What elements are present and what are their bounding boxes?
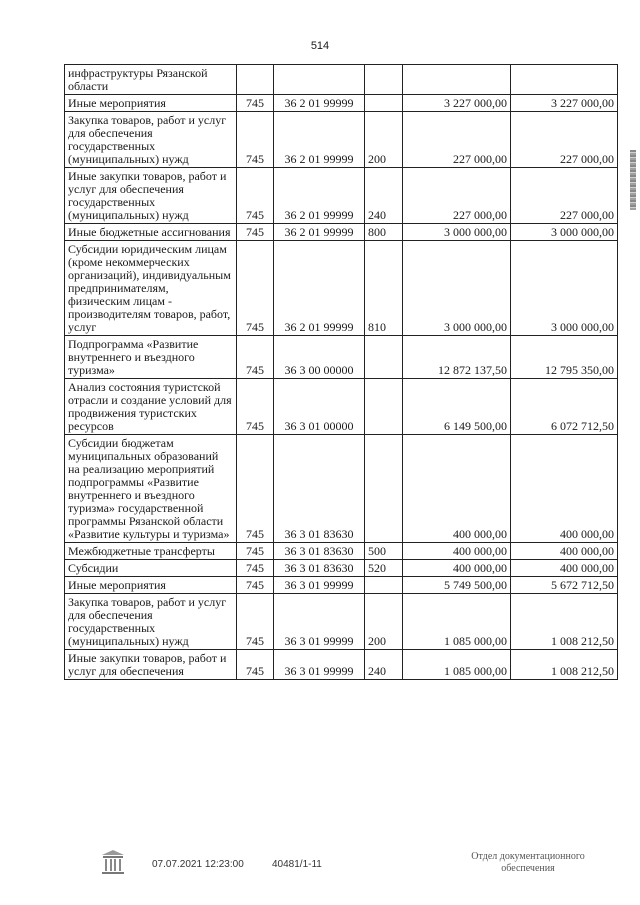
budget-table <box>64 64 618 680</box>
row-csr-code: 36 2 01 99999 <box>274 241 365 336</box>
row-vr-code <box>365 379 403 435</box>
row-gr-code: 745 <box>237 224 274 241</box>
row-vr-code: 240 <box>365 168 403 224</box>
row-csr-code: 36 3 00 00000 <box>274 336 365 379</box>
row-vr-code: 200 <box>365 594 403 650</box>
stamp-line-1: Отдел документационного <box>471 851 585 862</box>
row-gr-code <box>237 65 274 95</box>
row-name: Иные мероприятия <box>65 577 237 594</box>
row-name: Субсидии бюджетам муниципальных образований на реализацию мероприятий подпрограммы «Развитие внутреннего и въездного туризма» государственной программы Рязанской области «Развитие культуры и туризма» <box>65 435 237 543</box>
row-amount-2: 227 000,00 <box>511 112 618 168</box>
row-amount-2: 1 008 212,50 <box>511 650 618 680</box>
row-vr-code: 520 <box>365 560 403 577</box>
row-name: Субсидии юридическим лицам (кроме некоммерческих организаций), индивидуальным предпринимателям, физическим лицам - производителям товаров, работ, услуг <box>65 241 237 336</box>
row-amount-2: 5 672 712,50 <box>511 577 618 594</box>
emblem-icon <box>100 850 126 878</box>
table-row <box>65 379 618 435</box>
row-gr-code: 745 <box>237 241 274 336</box>
row-gr-code: 745 <box>237 336 274 379</box>
row-name: Закупка товаров, работ и услуг для обеспечения государственных (муниципальных) нужд <box>65 594 237 650</box>
row-amount-1: 12 872 137,50 <box>403 336 511 379</box>
row-gr-code: 745 <box>237 112 274 168</box>
row-amount-1: 3 000 000,00 <box>403 224 511 241</box>
row-amount-1: 5 749 500,00 <box>403 577 511 594</box>
scan-edge-mark <box>630 150 636 210</box>
table-row <box>65 224 618 241</box>
table-row <box>65 650 618 680</box>
row-name: Подпрограмма «Развитие внутреннего и въездного туризма» <box>65 336 237 379</box>
row-name: Анализ состояния туристской отрасли и создание условий для продвижения туристских ресурсов <box>65 379 237 435</box>
row-vr-code <box>365 95 403 112</box>
row-amount-1: 227 000,00 <box>403 112 511 168</box>
row-amount-2: 6 072 712,50 <box>511 379 618 435</box>
row-vr-code: 240 <box>365 650 403 680</box>
row-vr-code <box>365 577 403 594</box>
row-amount-2 <box>511 65 618 95</box>
row-gr-code: 745 <box>237 168 274 224</box>
row-gr-code: 745 <box>237 435 274 543</box>
table-row <box>65 435 618 543</box>
row-amount-1: 3 000 000,00 <box>403 241 511 336</box>
row-vr-code <box>365 336 403 379</box>
page-footer <box>0 848 640 888</box>
row-amount-2: 400 000,00 <box>511 435 618 543</box>
row-amount-2: 400 000,00 <box>511 543 618 560</box>
page-number: 514 <box>310 40 330 52</box>
row-csr-code: 36 2 01 99999 <box>274 224 365 241</box>
row-csr-code: 36 3 01 99999 <box>274 594 365 650</box>
row-csr-code: 36 3 01 99999 <box>274 577 365 594</box>
table-row <box>65 594 618 650</box>
table-row <box>65 241 618 336</box>
row-vr-code <box>365 65 403 95</box>
row-vr-code: 800 <box>365 224 403 241</box>
row-gr-code: 745 <box>237 650 274 680</box>
row-amount-2: 227 000,00 <box>511 168 618 224</box>
row-amount-2: 1 008 212,50 <box>511 594 618 650</box>
row-amount-2: 12 795 350,00 <box>511 336 618 379</box>
table-row <box>65 543 618 560</box>
footer-timestamp: 07.07.2021 12:23:00 <box>152 859 244 870</box>
row-name: Иные мероприятия <box>65 95 237 112</box>
row-amount-1: 1 085 000,00 <box>403 650 511 680</box>
row-amount-1: 400 000,00 <box>403 435 511 543</box>
row-gr-code: 745 <box>237 594 274 650</box>
row-amount-2: 3 000 000,00 <box>511 224 618 241</box>
stamp-line-2: обеспечения <box>501 863 555 874</box>
department-stamp <box>448 851 608 875</box>
row-gr-code: 745 <box>237 95 274 112</box>
table-row <box>65 560 618 577</box>
row-csr-code: 36 3 01 83630 <box>274 435 365 543</box>
row-name: Иные бюджетные ассигнования <box>65 224 237 241</box>
row-amount-1: 400 000,00 <box>403 543 511 560</box>
row-amount-2: 3 000 000,00 <box>511 241 618 336</box>
row-csr-code: 36 3 01 99999 <box>274 650 365 680</box>
row-name: Межбюджетные трансферты <box>65 543 237 560</box>
footer-reg-number: 40481/1-11 <box>272 859 322 870</box>
row-vr-code <box>365 435 403 543</box>
table-row <box>65 577 618 594</box>
row-amount-1: 6 149 500,00 <box>403 379 511 435</box>
row-name: Субсидии <box>65 560 237 577</box>
row-amount-1 <box>403 65 511 95</box>
budget-table-body <box>65 65 618 680</box>
table-row <box>65 112 618 168</box>
row-amount-2: 3 227 000,00 <box>511 95 618 112</box>
row-csr-code: 36 3 01 83630 <box>274 543 365 560</box>
table-row <box>65 95 618 112</box>
row-gr-code: 745 <box>237 543 274 560</box>
table-row <box>65 336 618 379</box>
row-name: инфраструктуры Рязанской области <box>65 65 237 95</box>
row-csr-code: 36 2 01 99999 <box>274 168 365 224</box>
row-csr-code: 36 3 01 83630 <box>274 560 365 577</box>
row-amount-1: 227 000,00 <box>403 168 511 224</box>
row-csr-code: 36 2 01 99999 <box>274 112 365 168</box>
table-row <box>65 168 618 224</box>
row-name: Закупка товаров, работ и услуг для обеспечения государственных (муниципальных) нужд <box>65 112 237 168</box>
row-csr-code: 36 2 01 99999 <box>274 95 365 112</box>
table-row <box>65 65 618 95</box>
row-csr-code: 36 3 01 00000 <box>274 379 365 435</box>
row-gr-code: 745 <box>237 379 274 435</box>
row-gr-code: 745 <box>237 577 274 594</box>
row-amount-1: 3 227 000,00 <box>403 95 511 112</box>
row-name: Иные закупки товаров, работ и услуг для обеспечения <box>65 650 237 680</box>
row-amount-1: 1 085 000,00 <box>403 594 511 650</box>
row-amount-2: 400 000,00 <box>511 560 618 577</box>
row-vr-code: 200 <box>365 112 403 168</box>
row-csr-code <box>274 65 365 95</box>
row-vr-code: 810 <box>365 241 403 336</box>
row-amount-1: 400 000,00 <box>403 560 511 577</box>
row-name: Иные закупки товаров, работ и услуг для обеспечения государственных (муниципальных) нужд <box>65 168 237 224</box>
row-gr-code: 745 <box>237 560 274 577</box>
row-vr-code: 500 <box>365 543 403 560</box>
